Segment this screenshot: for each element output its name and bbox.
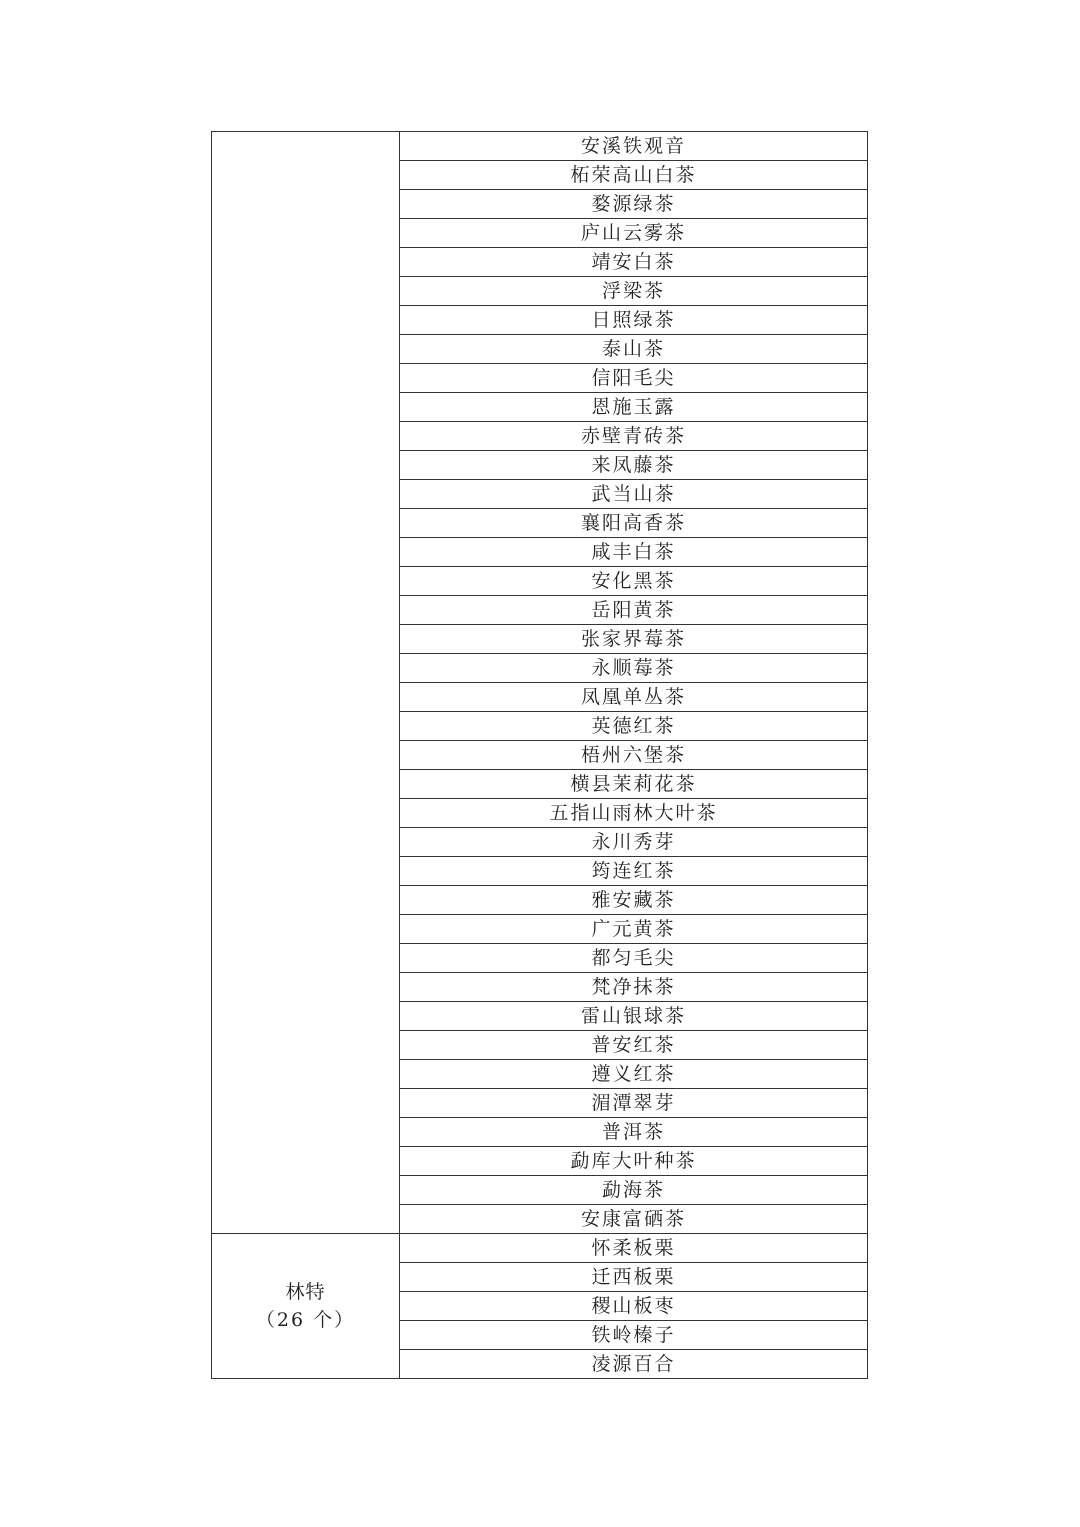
product-name-cell: 稷山板枣	[400, 1292, 868, 1321]
product-name-cell: 筠连红茶	[400, 857, 868, 886]
product-name-cell: 日照绿茶	[400, 306, 868, 335]
product-name-cell: 勐库大叶种茶	[400, 1147, 868, 1176]
product-name-cell: 安化黑茶	[400, 567, 868, 596]
product-name-cell: 横县茉莉花茶	[400, 770, 868, 799]
product-name-cell: 勐海茶	[400, 1176, 868, 1205]
table-row	[212, 132, 868, 161]
product-name-cell: 咸丰白茶	[400, 538, 868, 567]
product-name-cell: 永川秀芽	[400, 828, 868, 857]
product-name-cell: 恩施玉露	[400, 393, 868, 422]
table-body	[212, 132, 868, 1379]
product-name-cell: 武当山茶	[400, 480, 868, 509]
product-name-cell: 广元黄茶	[400, 915, 868, 944]
product-name-cell: 遵义红茶	[400, 1060, 868, 1089]
product-name-cell: 永顺莓茶	[400, 654, 868, 683]
product-name-cell: 普洱茶	[400, 1118, 868, 1147]
product-name-cell: 泰山茶	[400, 335, 868, 364]
product-name-cell: 赤壁青砖茶	[400, 422, 868, 451]
product-name-cell: 铁岭榛子	[400, 1321, 868, 1350]
product-name-cell: 浮梁茶	[400, 277, 868, 306]
category-cell	[212, 1234, 400, 1379]
product-name-cell: 雅安藏茶	[400, 886, 868, 915]
product-name-cell: 凤凰单丛茶	[400, 683, 868, 712]
product-name-cell: 雷山银球茶	[400, 1002, 868, 1031]
product-name-cell: 张家界莓茶	[400, 625, 868, 654]
product-name-cell: 梧州六堡茶	[400, 741, 868, 770]
category-label: 林特	[285, 1281, 326, 1303]
product-name-cell: 靖安白茶	[400, 248, 868, 277]
product-name-cell: 五指山雨林大叶茶	[400, 799, 868, 828]
product-name-cell: 婺源绿茶	[400, 190, 868, 219]
product-name-cell: 岳阳黄茶	[400, 596, 868, 625]
product-name-cell: 安康富硒茶	[400, 1205, 868, 1234]
product-name-cell: 庐山云雾茶	[400, 219, 868, 248]
product-name-cell: 迁西板栗	[400, 1263, 868, 1292]
product-name-cell: 梵净抹茶	[400, 973, 868, 1002]
product-name-cell: 湄潭翠芽	[400, 1089, 868, 1118]
product-name-cell: 来凤藤茶	[400, 451, 868, 480]
category-count: （26 个）	[255, 1309, 356, 1331]
product-name-cell: 柘荣高山白茶	[400, 161, 868, 190]
product-name-cell: 英德红茶	[400, 712, 868, 741]
product-name-cell: 襄阳高香茶	[400, 509, 868, 538]
product-name-cell: 信阳毛尖	[400, 364, 868, 393]
category-cell	[212, 132, 400, 1234]
product-name-cell: 都匀毛尖	[400, 944, 868, 973]
product-name-cell: 怀柔板栗	[400, 1234, 868, 1263]
table-row	[212, 1234, 868, 1263]
product-name-cell: 普安红茶	[400, 1031, 868, 1060]
product-name-cell: 凌源百合	[400, 1350, 868, 1379]
product-name-cell: 安溪铁观音	[400, 132, 868, 161]
product-table	[211, 131, 868, 1379]
